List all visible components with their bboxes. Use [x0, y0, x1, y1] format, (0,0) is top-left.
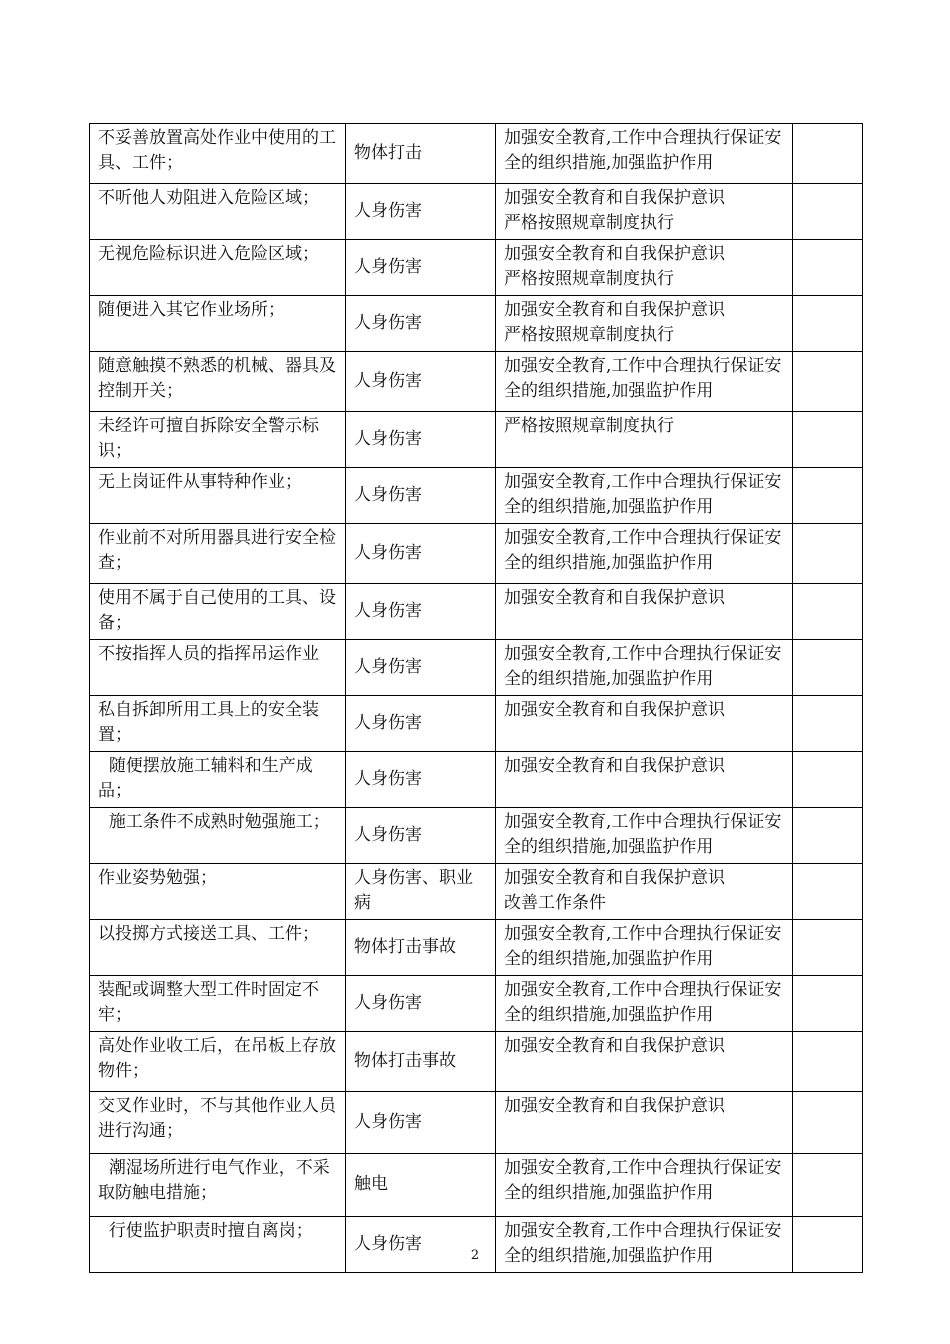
measure-cell-text: 加强安全教育,工作中合理执行保证安全的组织措施,加强监护作用 [504, 1158, 782, 1203]
measure-cell-text: 加强安全教育,工作中合理执行保证安全的组织措施,加强监护作用 [504, 980, 782, 1025]
behavior-cell [90, 524, 346, 584]
table-row [90, 524, 863, 584]
note-cell [793, 468, 863, 524]
measure-cell [496, 124, 793, 184]
table-row [90, 976, 863, 1032]
consequence-cell [346, 752, 496, 808]
table-row [90, 352, 863, 412]
consequence-cell [346, 976, 496, 1032]
measure-cell-text: 加强安全教育和自我保护意识 严格按照规章制度执行 [504, 300, 725, 345]
consequence-cell-text: 人身伤害 [354, 370, 422, 391]
behavior-cell-text: 随便摆放施工辅料和生产成品； [98, 756, 313, 801]
consequence-cell [346, 640, 496, 696]
behavior-cell [90, 1092, 346, 1154]
note-cell [793, 640, 863, 696]
measure-cell [496, 808, 793, 864]
consequence-cell-text: 触电 [354, 1174, 388, 1194]
measure-cell-text: 加强安全教育和自我保护意识 [504, 1096, 725, 1116]
table-row [90, 752, 863, 808]
measure-cell-text: 加强安全教育和自我保护意识 [504, 588, 725, 608]
measure-cell [496, 524, 793, 584]
consequence-cell [346, 412, 496, 468]
measure-cell [496, 1092, 793, 1154]
note-cell [793, 1092, 863, 1154]
consequence-cell [346, 696, 496, 752]
consequence-cell [346, 584, 496, 640]
measure-cell [496, 1154, 793, 1217]
table-row [90, 412, 863, 468]
behavior-cell [90, 240, 346, 296]
behavior-cell-text: 潮湿场所进行电气作业，不采取防触电措施； [98, 1158, 330, 1203]
measure-cell-text: 加强安全教育和自我保护意识 严格按照规章制度执行 [504, 188, 725, 233]
consequence-cell-text: 人身伤害 [354, 1111, 422, 1132]
note-cell [793, 920, 863, 976]
measure-cell [496, 352, 793, 412]
behavior-cell [90, 124, 346, 184]
behavior-cell [90, 584, 346, 640]
consequence-cell-text: 人身伤害 [354, 992, 422, 1013]
consequence-cell-text: 物体打击 [354, 142, 422, 163]
consequence-cell [346, 920, 496, 976]
behavior-cell-text: 私自拆卸所用工具上的安全装置； [98, 700, 319, 745]
measure-cell [496, 1032, 793, 1092]
table-row [90, 184, 863, 240]
table-row [90, 584, 863, 640]
consequence-cell [346, 468, 496, 524]
measure-cell [496, 412, 793, 468]
table-row [90, 1154, 863, 1217]
consequence-cell [346, 1154, 496, 1217]
behavior-cell [90, 808, 346, 864]
behavior-cell [90, 1154, 346, 1217]
note-cell [793, 864, 863, 920]
behavior-cell-text: 行使监护职责时擅自离岗； [98, 1221, 313, 1241]
note-cell [793, 524, 863, 584]
note-cell [793, 1154, 863, 1217]
behavior-cell-text: 装配或调整大型工件时固定不牢； [98, 980, 319, 1025]
measure-cell [496, 184, 793, 240]
measure-cell-text: 加强安全教育,工作中合理执行保证安全的组织措施,加强监护作用 [504, 528, 782, 573]
behavior-cell [90, 752, 346, 808]
behavior-cell-text: 施工条件不成熟时勉强施工； [98, 812, 330, 832]
consequence-cell-text: 人身伤害 [354, 656, 422, 677]
consequence-cell-text: 人身伤害 [354, 824, 422, 845]
measure-cell [496, 296, 793, 352]
consequence-cell [346, 524, 496, 584]
note-cell [793, 808, 863, 864]
measure-cell-text: 加强安全教育和自我保护意识 改善工作条件 [504, 868, 725, 913]
hazard-table [89, 123, 863, 1273]
measure-cell-text: 加强安全教育,工作中合理执行保证安全的组织措施,加强监护作用 [504, 472, 782, 517]
measure-cell [496, 696, 793, 752]
measure-cell [496, 752, 793, 808]
measure-cell [496, 920, 793, 976]
behavior-cell-text: 使用不属于自己使用的工具、设备； [98, 588, 336, 633]
consequence-cell-text: 人身伤害 [354, 312, 422, 333]
table-row [90, 1092, 863, 1154]
note-cell [793, 976, 863, 1032]
table-row [90, 296, 863, 352]
note-cell [793, 696, 863, 752]
table-row [90, 808, 863, 864]
consequence-cell-text: 人身伤害 [354, 768, 422, 789]
behavior-cell-text: 不按指挥人员的指挥吊运作业 [98, 644, 319, 664]
behavior-cell-text: 不听他人劝阻进入危险区域； [98, 188, 319, 208]
consequence-cell [346, 184, 496, 240]
table-row [90, 240, 863, 296]
consequence-cell-text: 人身伤害 [354, 200, 422, 221]
consequence-cell-text: 人身伤害、职业病 [354, 868, 473, 913]
behavior-cell [90, 864, 346, 920]
behavior-cell-text: 无上岗证件从事特种作业； [98, 472, 302, 492]
behavior-cell [90, 468, 346, 524]
table-row [90, 640, 863, 696]
note-cell [793, 184, 863, 240]
measure-cell-text: 加强安全教育,工作中合理执行保证安全的组织措施,加强监护作用 [504, 356, 782, 401]
behavior-cell-text: 不妥善放置高处作业中使用的工具、工件； [98, 128, 336, 173]
consequence-cell-text: 人身伤害 [354, 1233, 422, 1254]
behavior-cell-text: 未经许可擅自拆除安全警示标识； [98, 416, 319, 461]
note-cell [793, 752, 863, 808]
note-cell [793, 296, 863, 352]
behavior-cell [90, 1032, 346, 1092]
behavior-cell-text: 作业姿势勉强； [98, 868, 217, 888]
consequence-cell-text: 人身伤害 [354, 256, 422, 277]
behavior-cell [90, 1217, 346, 1273]
table-row [90, 1032, 863, 1092]
consequence-cell [346, 864, 496, 920]
measure-cell [496, 468, 793, 524]
note-cell [793, 240, 863, 296]
measure-cell [496, 640, 793, 696]
behavior-cell-text: 高处作业收工后，在吊板上存放物件； [98, 1036, 336, 1081]
consequence-cell-text: 人身伤害 [354, 428, 422, 449]
measure-cell [496, 584, 793, 640]
note-cell [793, 412, 863, 468]
behavior-cell-text: 以投掷方式接送工具、工件； [98, 924, 319, 944]
behavior-cell [90, 920, 346, 976]
note-cell [793, 1032, 863, 1092]
consequence-cell-text: 物体打击事故 [354, 936, 456, 957]
table-row [90, 864, 863, 920]
consequence-cell [346, 352, 496, 412]
consequence-cell [346, 1092, 496, 1154]
consequence-cell [346, 124, 496, 184]
measure-cell [496, 864, 793, 920]
measure-cell-text: 加强安全教育和自我保护意识 [504, 700, 725, 720]
consequence-cell-text: 人身伤害 [354, 484, 422, 505]
measure-cell-text: 加强安全教育和自我保护意识 [504, 1036, 725, 1056]
behavior-cell [90, 352, 346, 412]
measure-cell-text: 加强安全教育,工作中合理执行保证安全的组织措施,加强监护作用 [504, 128, 782, 173]
consequence-cell-text: 物体打击事故 [354, 1050, 456, 1071]
consequence-cell [346, 1217, 496, 1273]
behavior-cell-text: 随便进入其它作业场所； [98, 300, 285, 320]
measure-cell-text: 加强安全教育和自我保护意识 严格按照规章制度执行 [504, 244, 725, 289]
measure-cell-text: 加强安全教育,工作中合理执行保证安全的组织措施,加强监护作用 [504, 924, 782, 969]
consequence-cell [346, 1032, 496, 1092]
measure-cell-text: 加强安全教育,工作中合理执行保证安全的组织措施,加强监护作用 [504, 812, 782, 857]
behavior-cell [90, 640, 346, 696]
behavior-cell-text: 交叉作业时，不与其他作业人员进行沟通； [98, 1096, 336, 1141]
page-number: 2 [470, 1248, 480, 1263]
behavior-cell-text: 作业前不对所用器具进行安全检查； [98, 528, 336, 573]
measure-cell-text: 严格按照规章制度执行 [504, 416, 674, 436]
table-row [90, 468, 863, 524]
measure-cell [496, 1217, 793, 1273]
consequence-cell-text: 人身伤害 [354, 542, 422, 563]
table-row [90, 696, 863, 752]
consequence-cell [346, 240, 496, 296]
table-row [90, 124, 863, 184]
behavior-cell-text: 随意触摸不熟悉的机械、器具及控制开关； [98, 356, 336, 401]
measure-cell-text: 加强安全教育,工作中合理执行保证安全的组织措施,加强监护作用 [504, 644, 782, 689]
note-cell [793, 1217, 863, 1273]
note-cell [793, 352, 863, 412]
note-cell [793, 584, 863, 640]
behavior-cell [90, 184, 346, 240]
consequence-cell-text: 人身伤害 [354, 712, 422, 733]
behavior-cell [90, 696, 346, 752]
measure-cell [496, 240, 793, 296]
measure-cell-text: 加强安全教育,工作中合理执行保证安全的组织措施,加强监护作用 [504, 1221, 782, 1266]
measure-cell-text: 加强安全教育和自我保护意识 [504, 756, 725, 776]
hazard-table-body [90, 124, 863, 1273]
consequence-cell-text: 人身伤害 [354, 600, 422, 621]
behavior-cell [90, 296, 346, 352]
table-row [90, 1217, 863, 1273]
note-cell [793, 124, 863, 184]
behavior-cell [90, 412, 346, 468]
behavior-cell-text: 无视危险标识进入危险区域； [98, 244, 319, 264]
table-row [90, 920, 863, 976]
consequence-cell [346, 808, 496, 864]
measure-cell [496, 976, 793, 1032]
behavior-cell [90, 976, 346, 1032]
consequence-cell [346, 296, 496, 352]
